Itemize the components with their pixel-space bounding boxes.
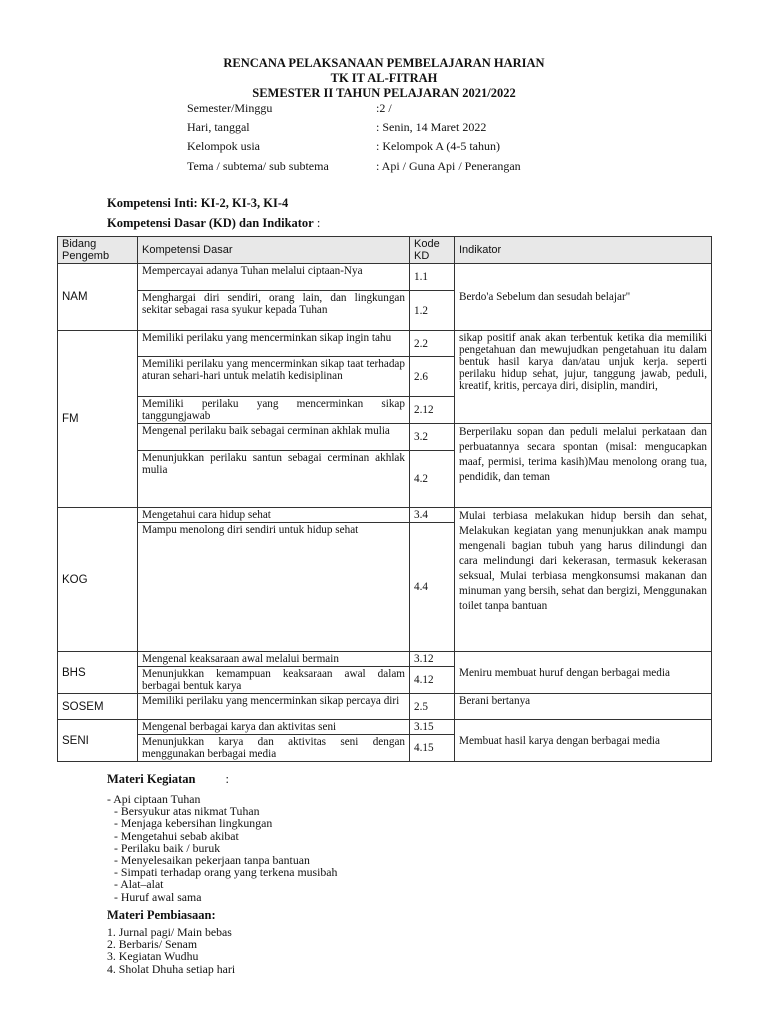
materi-kegiatan-list bbox=[107, 793, 337, 903]
kode-cell: 3.15 bbox=[410, 720, 455, 735]
meta-value-semester: :2 / bbox=[376, 101, 392, 115]
list-item: - Bersyukur atas nikmat Tuhan bbox=[114, 804, 260, 819]
kode-cell: 1.2 bbox=[410, 291, 455, 331]
kode-cell: 3.4 bbox=[410, 508, 455, 523]
meta-label-date: Hari, tanggal bbox=[187, 120, 250, 134]
materi-kegiatan-colon: : bbox=[225, 772, 229, 786]
kd-cell: Menunjukkan karya dan aktivitas seni dengan menggunakan berbagai media bbox=[138, 735, 410, 762]
kd-heading bbox=[107, 216, 320, 231]
meta-value-date: : Senin, 14 Maret 2022 bbox=[376, 120, 487, 134]
kode-cell: 3.2 bbox=[410, 424, 455, 451]
meta-label-age-group: Kelompok usia bbox=[187, 139, 260, 153]
kd-cell: Memiliki perilaku yang mencerminkan sikap tanggungjawab bbox=[138, 397, 410, 424]
indikator-cell: Membuat hasil karya dengan berbagai media bbox=[455, 720, 712, 762]
list-item: - Mengetahui sebab akibat bbox=[114, 828, 239, 843]
list-item: - Alat–alat bbox=[114, 877, 164, 892]
ki-label: Kompetensi Inti: bbox=[107, 196, 198, 210]
meta-label-semester: Semester/Minggu bbox=[187, 101, 273, 115]
header-kode: Kode KD bbox=[410, 237, 455, 264]
list-item: - Api ciptaan Tuhan bbox=[107, 792, 201, 806]
kode-cell: 2.5 bbox=[410, 694, 455, 720]
kd-cell: Mengenal perilaku baik sebagai cerminan akhlak mulia bbox=[138, 424, 410, 451]
bidang-sosem: SOSEM bbox=[58, 694, 138, 720]
kd-cell: Mempercayai adanya Tuhan melalui ciptaan-Nya bbox=[138, 264, 410, 291]
list-item: 1. Jurnal pagi/ Main bebas bbox=[107, 925, 232, 939]
kode-cell: 4.2 bbox=[410, 451, 455, 508]
header-indikator: Indikator bbox=[455, 237, 712, 264]
meta-label-theme: Tema / subtema/ sub subtema bbox=[187, 159, 329, 173]
bidang-kog: KOG bbox=[58, 508, 138, 652]
materi-pembiasaan-list bbox=[107, 926, 235, 975]
kd-cell: Menghargai diri sendiri, orang lain, dan lingkungan sekitar sebagai rasa syukur kepada Tuhan bbox=[138, 291, 410, 331]
header-kd: Kompetensi Dasar bbox=[138, 237, 410, 264]
table-row bbox=[58, 720, 712, 735]
bidang-nam: NAM bbox=[58, 264, 138, 331]
kode-cell: 3.12 bbox=[410, 652, 455, 667]
kode-cell: 1.1 bbox=[410, 264, 455, 291]
materi-pembiasaan-label: Materi Pembiasaan: bbox=[107, 908, 216, 922]
kd-table bbox=[57, 236, 712, 762]
list-item: - Perilaku baik / buruk bbox=[114, 840, 221, 855]
kd-cell: Memiliki perilaku yang mencerminkan sikap percaya diri bbox=[138, 694, 410, 720]
bidang-bhs: BHS bbox=[58, 652, 138, 694]
bidang-fm: FM bbox=[58, 331, 138, 508]
kode-cell: 4.12 bbox=[410, 667, 455, 694]
indikator-cell: Meniru membuat huruf dengan berbagai media bbox=[455, 652, 712, 694]
indikator-cell: Berdo'a Sebelum dan sesudah belajar" bbox=[455, 264, 712, 331]
kode-cell: 4.4 bbox=[410, 523, 455, 652]
doc-title: RENCANA PELAKSANAAN PEMBELAJARAN HARIAN bbox=[223, 56, 545, 70]
kode-cell: 2.6 bbox=[410, 357, 455, 397]
table-row bbox=[58, 694, 712, 720]
kd-cell: Mengenal keaksaraan awal melalui bermain bbox=[138, 652, 410, 667]
list-item: 3. Kegiatan Wudhu bbox=[107, 949, 199, 964]
materi-pembiasaan-heading bbox=[107, 908, 216, 923]
list-item: - Simpati terhadap orang yang terkena musibah bbox=[114, 865, 338, 880]
kd-heading-suffix: : bbox=[313, 216, 321, 230]
table-header-row bbox=[58, 237, 712, 264]
table-row bbox=[58, 652, 712, 667]
kd-cell: Menunjukkan perilaku santun sebagai cerminan akhlak mulia bbox=[138, 451, 410, 508]
kd-cell: Memiliki perilaku yang mencerminkan sikap taat terhadap aturan sehari-hari untuk melatih kedisiplinan bbox=[138, 357, 410, 397]
meta-value-theme: : Api / Guna Api / Penerangan bbox=[376, 159, 521, 173]
kd-heading-label: Kompetensi Dasar (KD) dan Indikator bbox=[107, 216, 314, 230]
table-row bbox=[58, 424, 712, 451]
header-bidang: Bidang Pengemb bbox=[58, 237, 138, 264]
kd-cell: Memiliki perilaku yang mencerminkan sikap ingin tahu bbox=[138, 331, 410, 357]
semester-line: SEMESTER II TAHUN PELAJARAN 2021/2022 bbox=[252, 86, 516, 100]
list-item: - Huruf awal sama bbox=[114, 889, 202, 904]
kode-cell: 4.15 bbox=[410, 735, 455, 762]
materi-kegiatan-label: Materi Kegiatan bbox=[107, 772, 196, 786]
list-item: 2. Berbaris/ Senam bbox=[107, 937, 198, 952]
list-item: 4. Sholat Dhuha setiap hari bbox=[107, 961, 236, 976]
bidang-seni: SENI bbox=[58, 720, 138, 762]
list-item: - Menjaga kebersihan lingkungan bbox=[114, 816, 273, 831]
indikator-cell: Berani bertanya bbox=[455, 694, 712, 720]
kd-cell: Mengenal berbagai karya dan aktivitas seni bbox=[138, 720, 410, 735]
table-row bbox=[58, 264, 712, 291]
kode-cell: 2.12 bbox=[410, 397, 455, 424]
indikator-cell: Berperilaku sopan dan peduli melalui perkataan dan perbuatannya secara spontan (misal: mengucapkan maaf, permisi, terima kasih)Mau menolong orang tua, pendidik, dan teman bbox=[455, 424, 712, 508]
table-row bbox=[58, 331, 712, 357]
kode-cell: 2.2 bbox=[410, 331, 455, 357]
list-item: - Menyelesaikan pekerjaan tanpa bantuan bbox=[114, 853, 310, 868]
meta-value-age-group: : Kelompok A (4-5 tahun) bbox=[376, 139, 500, 153]
kd-cell: Mengetahui cara hidup sehat bbox=[138, 508, 410, 523]
kd-cell: Menunjukkan kemampuan keaksaraan awal dalam berbagai bentuk karya bbox=[138, 667, 410, 694]
materi-kegiatan-heading bbox=[107, 772, 229, 787]
indikator-cell: sikap positif anak akan terbentuk ketika dia memiliki pengetahuan dan mewujudkan pengetahuan itu dalam bentuk hasil karya dan/atau unjuk kerja. seperti perilaku hidup sehat, jujur, tanggung jawab, peduli, kreatif, kritis, percaya diri, disiplin, mandiri, bbox=[455, 331, 712, 424]
kd-cell: Mampu menolong diri sendiri untuk hidup sehat bbox=[138, 523, 410, 652]
school-name: TK IT AL-FITRAH bbox=[330, 71, 438, 85]
ki-heading bbox=[107, 196, 288, 211]
indikator-cell: Mulai terbiasa melakukan hidup bersih dan sehat, Melakukan kegiatan yang menunjukkan anak mampu mengenali bagian tubuh yang harus dilindungi dan cara melindungi dari kekerasan, termasuk kekerasan seksual, Mulai terbiasa mengkonsumsi makanan dan minuman yang bersih, sehat dan bergizi, Menggunakan toilet tanpa bantuan bbox=[455, 508, 712, 652]
ki-value: KI-2, KI-3, KI-4 bbox=[197, 196, 289, 210]
table-row bbox=[58, 508, 712, 523]
